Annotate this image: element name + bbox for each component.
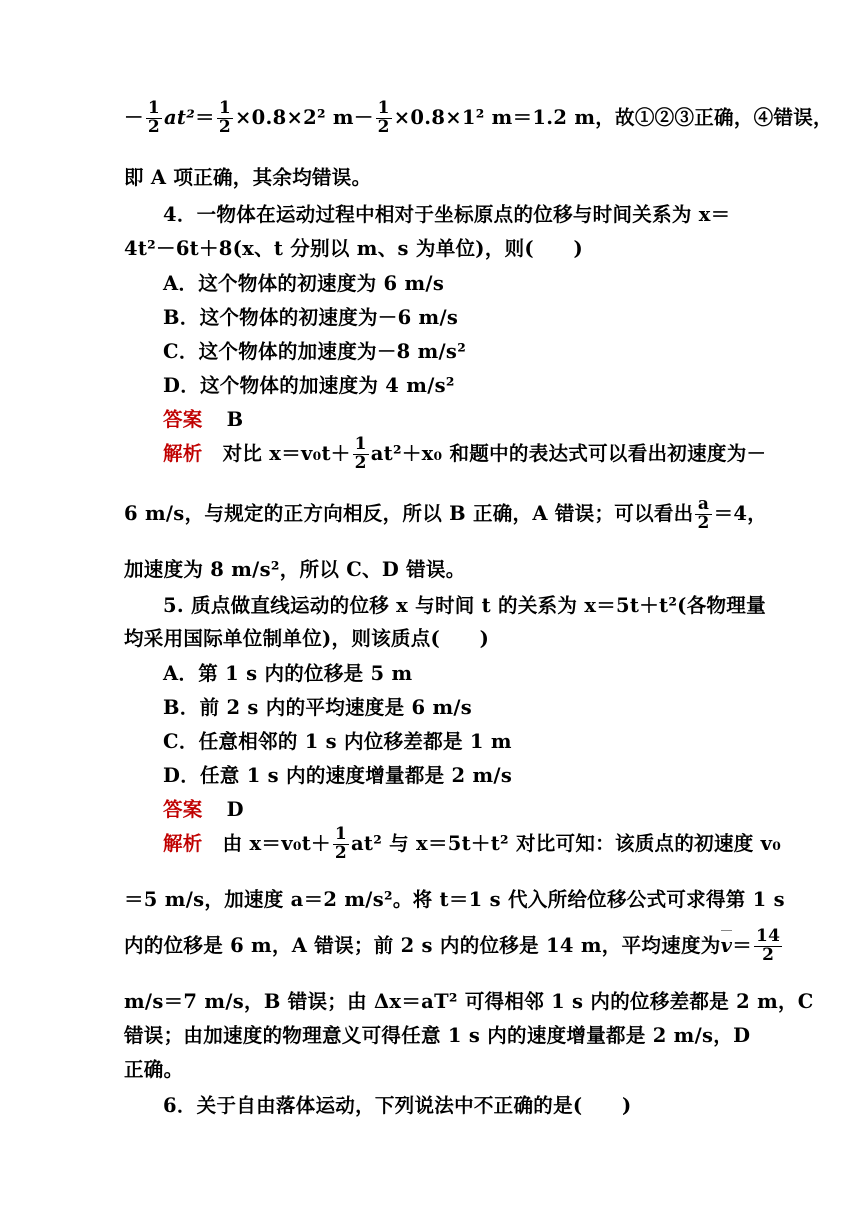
question-5-answer: 答案 D [163, 798, 244, 821]
question-5-explanation: 解析 由 x＝v₀t＋ $\frac{1}{2}$ at² 与 x＝5t＋t² 对比可知：该质点的初速度 v₀ [163, 824, 782, 863]
question-6-stem: 6．关于自由落体运动，下列说法中不正确的是( ) [163, 1094, 632, 1117]
question-4-stem-cont: 4t²－6t＋8(x、t 分别以 m、s 为单位)，则( ) [124, 237, 584, 260]
fraction: $\frac{1}{2}$ [218, 98, 231, 137]
question-5-explanation-5: 错误；由加速度的物理意义可得任意 1 s 内的速度增量都是 2 m/s，D [124, 1024, 751, 1047]
answer-label: 答案 [163, 408, 203, 431]
fraction: $\frac{1}{2}$ [377, 98, 390, 137]
fraction: $\frac{1}{2}$ [334, 824, 347, 863]
question-5-option-c: C．任意相邻的 1 s 内位移差都是 1 m [163, 730, 512, 753]
question-4-option-d: D．这个物体的加速度为 4 m/s² [163, 374, 455, 397]
question-5-stem: 5. 质点做直线运动的位移 x 与时间 t 的关系为 x＝5t＋t²(各物理量 [163, 594, 766, 617]
question-4-explanation-end: 加速度为 8 m/s²，所以 C、D 错误。 [124, 558, 466, 581]
question-4-stem: 4．一物体在运动过程中相对于坐标原点的位移与时间关系为 x＝ [163, 203, 731, 226]
fraction: $\frac{14}{2}$ [756, 926, 781, 965]
question-5-option-b: B．前 2 s 内的平均速度是 6 m/s [163, 696, 473, 719]
average-velocity-symbol: v [720, 933, 733, 957]
fraction: $\frac{a}{2}$ [697, 494, 710, 533]
question-5-explanation-3: 内的位移是 6 m，A 错误；前 2 s 内的位移是 14 m，平均速度为v＝ $\frac{14}{2}$ [124, 926, 781, 965]
line-prev-solution: － $\frac{1}{2}$ at²＝ $\frac{1}{2}$ ×0.8×2² m－ $\frac{1}{2}$ ×0.8×1² m＝1.2 m，故①②③正确，④错误， [124, 98, 833, 137]
question-4-option-a: A．这个物体的初速度为 6 m/s [163, 272, 445, 295]
question-5-option-d: D．任意 1 s 内的速度增量都是 2 m/s [163, 764, 513, 787]
answer-label: 答案 [163, 798, 203, 821]
fraction: $\frac{1}{2}$ [147, 98, 160, 137]
question-5-option-a: A．第 1 s 内的位移是 5 m [163, 662, 413, 685]
question-4-option-b: B．这个物体的初速度为－6 m/s [163, 306, 459, 329]
question-4-answer: 答案 B [163, 408, 244, 431]
question-5-stem-cont: 均采用国际单位制单位)，则该质点( ) [124, 627, 490, 650]
question-5-explanation-4: m/s＝7 m/s，B 错误；由 Δx＝aT² 可得相邻 1 s 内的位移差都是 2 m，C [124, 990, 814, 1013]
line-text: 即 A 项正确，其余均错误。 [124, 166, 372, 189]
question-4-explanation: 解析 对比 x＝v₀t＋ $\frac{1}{2}$ at²＋x₀ 和题中的表达式可以看出初速度为－ [163, 434, 767, 473]
question-4-option-c: C．这个物体的加速度为－8 m/s² [163, 340, 467, 363]
question-5-explanation-2: ＝5 m/s，加速度 a＝2 m/s²。将 t＝1 s 代入所给位移公式可求得第 1 s [124, 888, 785, 911]
explanation-label: 解析 [163, 831, 203, 855]
question-4-explanation-cont: 6 m/s，与规定的正方向相反，所以 B 正确，A 错误；可以看出 $\frac{a}{2}$ ＝4， [124, 494, 768, 533]
fraction: $\frac{1}{2}$ [354, 434, 367, 473]
explanation-label: 解析 [163, 441, 203, 465]
question-5-explanation-6: 正确。 [124, 1058, 184, 1081]
